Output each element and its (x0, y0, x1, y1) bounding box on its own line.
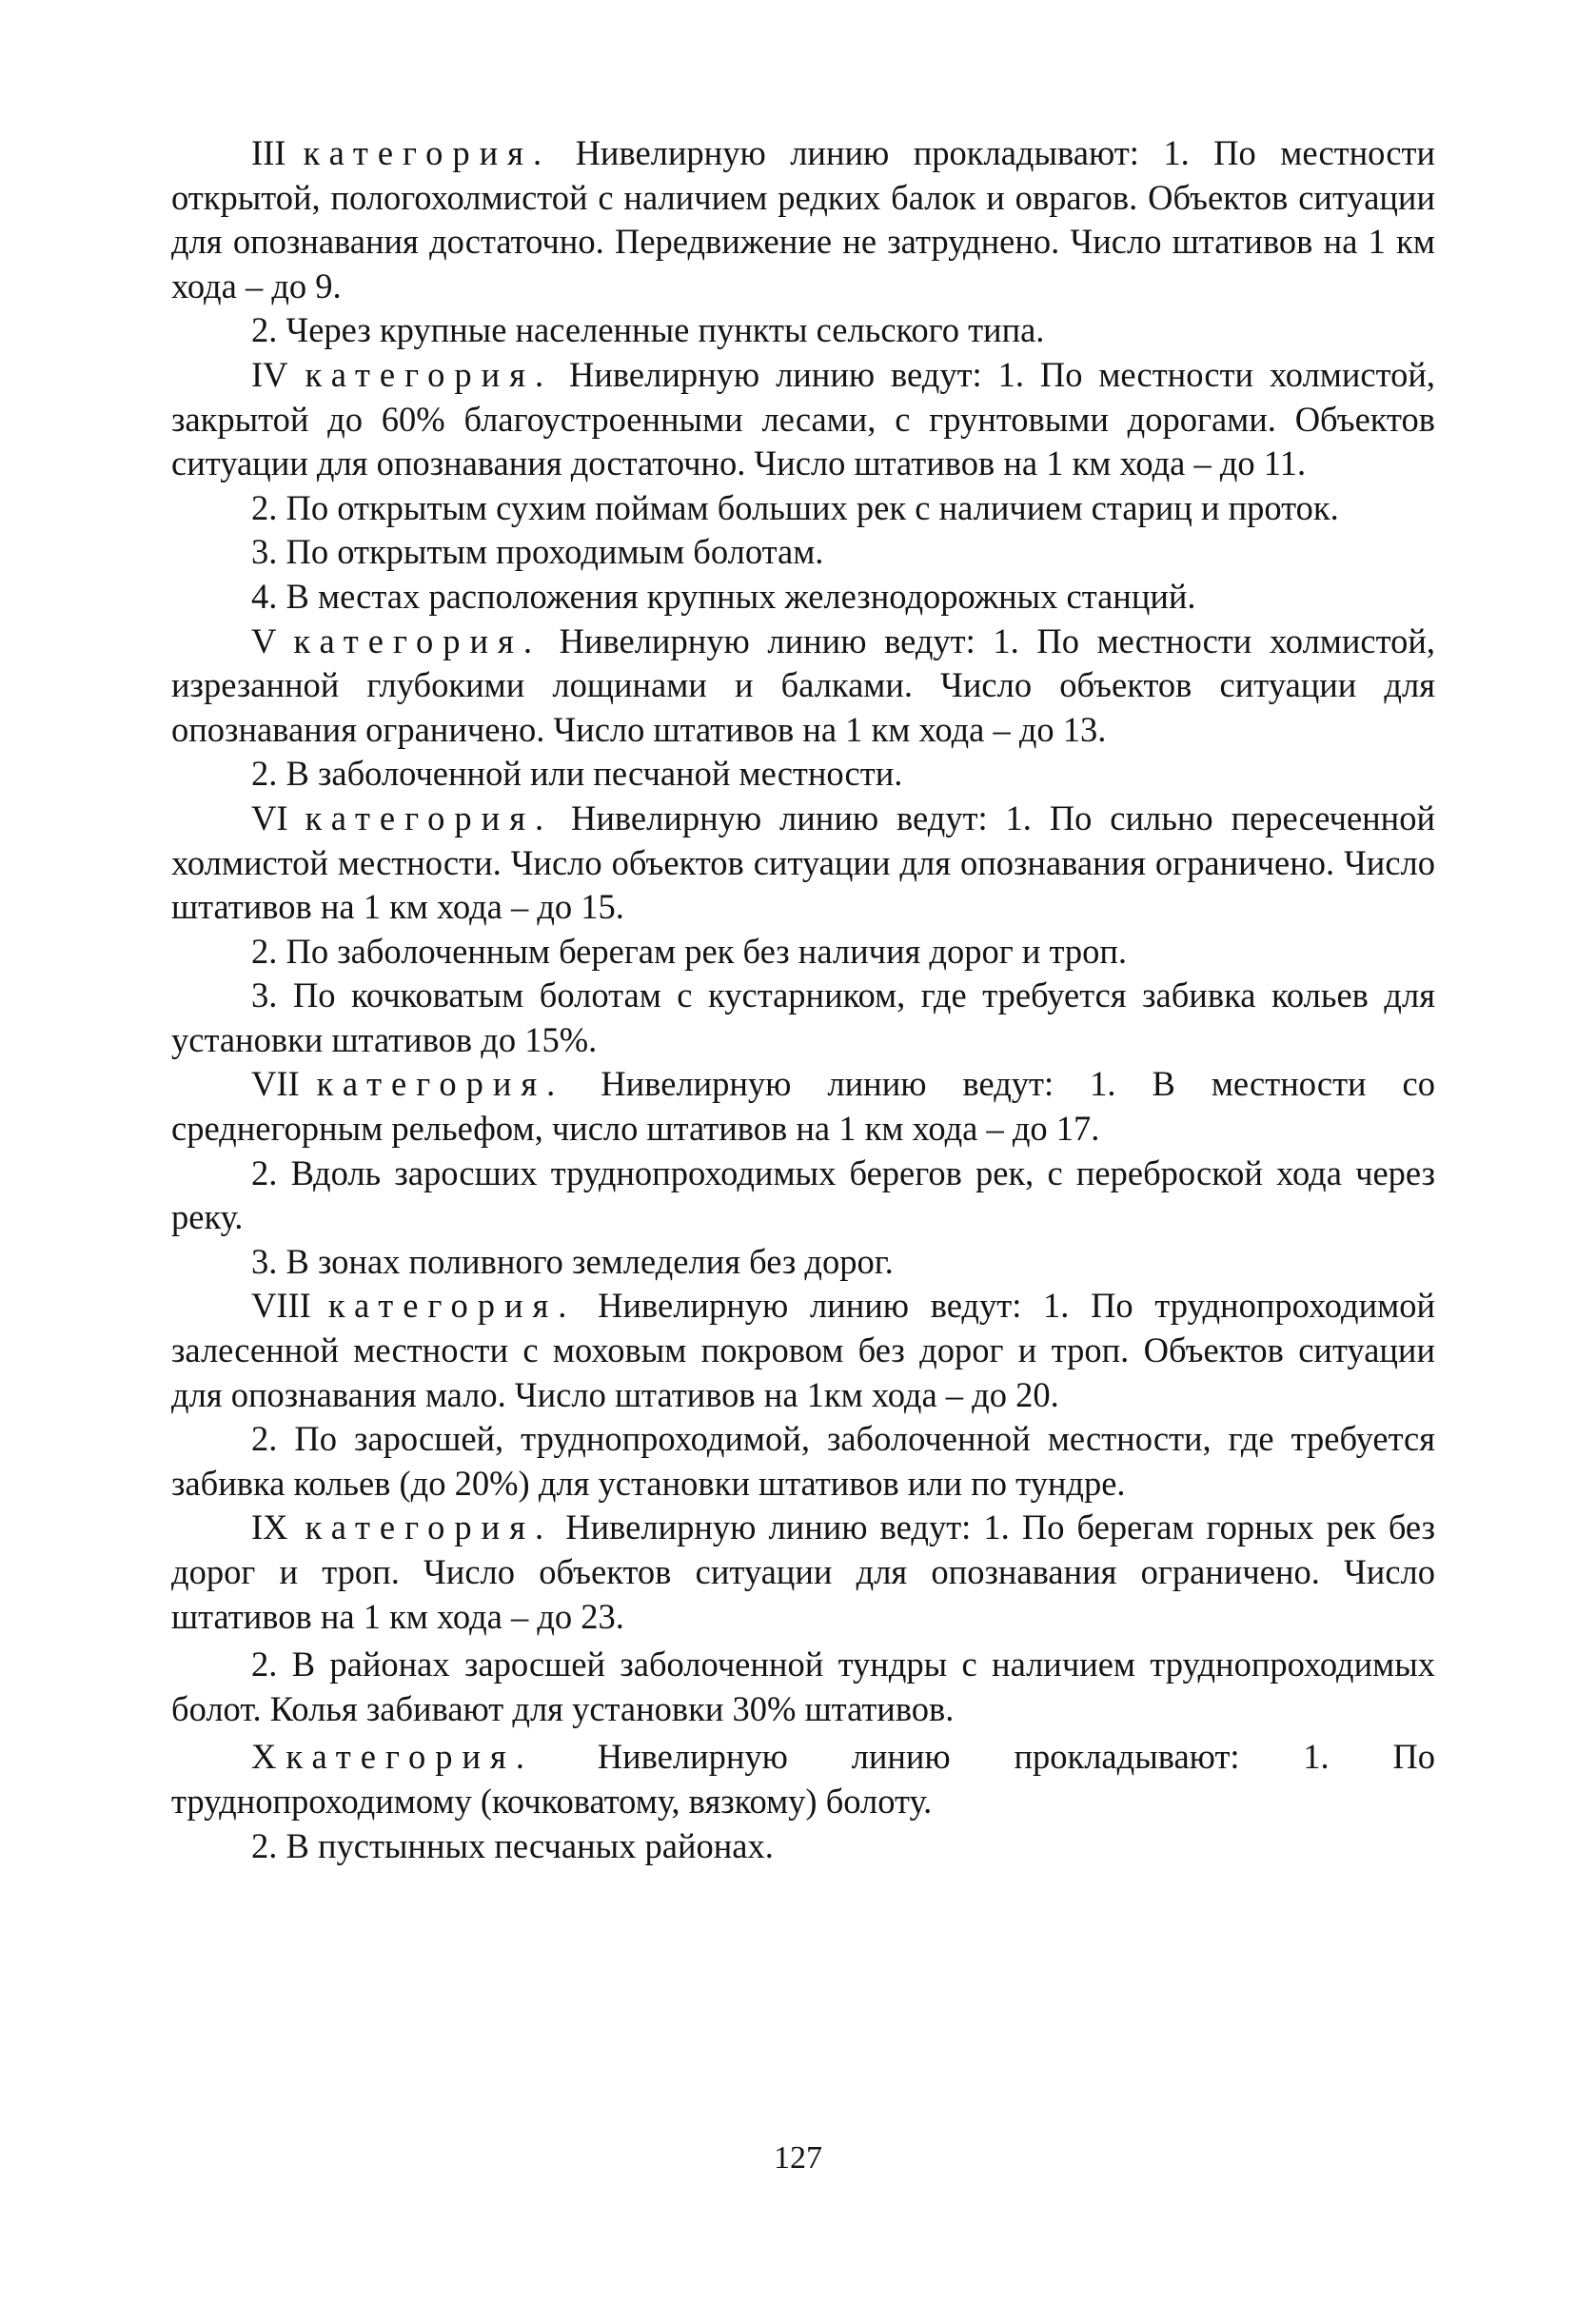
category-word: категория. (293, 621, 542, 660)
category-roman: III (251, 133, 286, 172)
paragraph-item: 2. В районах заросшей заболоченной тундры с наличием труднопроходимых болот. Колья забивают для установки 30% штативов. (171, 1645, 1435, 1728)
paragraph-text: Нивелирную линию ведут: 1. По сильно пересеченной холмистой местности. Число объектов ситуации для опознавания ограничено. Число штативов на 1 км хода – до 15. (171, 798, 1436, 927)
paragraph-item: 2. Вдоль заросших труднопроходимых берегов рек, с переброской хода через реку. (171, 1152, 1435, 1237)
paragraph-category-III (171, 131, 1435, 308)
category-word: категория. (327, 1286, 577, 1326)
category-word: категория. (305, 354, 554, 394)
paragraph-item: 2. По заросшей, труднопроходимой, заболоченной местности, где требуется забивка кольев (до 20%) для установки штативов или по тундре. (171, 1419, 1435, 1503)
paragraph-text: Нивелирную линию прокладывают: 1. По труднопроходимому (кочковатому, вязкому) болоту. (171, 1737, 1436, 1821)
paragraph-category-VI (171, 797, 1435, 930)
paragraph-text: Нивелирную линию ведут: 1. По местности холмистой, изрезанной глубокими лощинами и балками. Число объектов ситуации для опознавания ограничено. Число штативов на 1 км хода – до 13. (171, 621, 1435, 749)
paragraph-item: 3. По открытым проходимым болотам. (251, 532, 824, 572)
category-word: категория. (316, 1064, 565, 1104)
paragraph-item: 3. В зонах поливного земледелия без дорог. (251, 1241, 894, 1281)
paragraph-text: Нивелирную линию ведут: 1. По труднопроходимой залесенной местности с моховым покровом без дорог и троп. Объектов ситуации для опознавания мало. Число штативов на 1км хода – до 20. (171, 1286, 1435, 1414)
paragraph-category-VIII (171, 1284, 1435, 1417)
category-roman: IX (251, 1507, 288, 1547)
category-word: категория. (286, 1737, 534, 1777)
category-roman: V (251, 621, 277, 660)
category-word: категория. (305, 1507, 554, 1547)
paragraph-category-IV (171, 353, 1435, 486)
category-roman: IV (251, 354, 288, 394)
paragraph-text: Нивелирную линию прокладывают: 1. По местности открытой, пологохолмистой с наличием редких балок и оврагов. Объектов ситуации для опознавания достаточно. Передвижение не затруднено. Число штативов на 1 км хода – до 9. (171, 133, 1436, 305)
paragraph-item: 2. Через крупные населенные пункты сельского типа. (251, 310, 1045, 350)
paragraph-text: Нивелирную линию ведут: 1. В местности со среднегорным рельефом, число штативов на 1 км хода – до 17. (171, 1064, 1436, 1149)
paragraph-category-V (171, 620, 1435, 753)
paragraph-text: Нивелирную линию ведут: 1. По берегам горных рек без дорог и троп. Число объектов ситуации для опознавания ограничено. Число штативов на 1 км хода – до 23. (171, 1507, 1435, 1636)
paragraph-category-VII (171, 1062, 1435, 1151)
category-roman: VIII (251, 1286, 311, 1326)
paragraph-text: Нивелирную линию ведут: 1. По местности холмистой, закрытой до 60% благоустроенными лесами, с грунтовыми дорогами. Объектов ситуации для опознавания достаточно. Число штативов на 1 км хода – до 11. (171, 354, 1436, 483)
category-roman: VI (251, 798, 288, 837)
category-word: категория. (305, 798, 554, 837)
paragraph-item: 4. В местах расположения крупных железнодорожных станций. (251, 576, 1196, 616)
body-text (171, 131, 1435, 1868)
page-number: 127 (774, 2140, 822, 2176)
paragraph-item: 2. В заболоченной или песчаной местности. (251, 754, 903, 794)
paragraph-item: 2. По заболоченным берегам рек без наличия дорог и троп. (251, 931, 1128, 971)
paragraph-item: 2. По открытым сухим поймам больших рек с наличием стариц и проток. (251, 487, 1339, 527)
category-word: категория. (303, 133, 552, 172)
category-roman: X (251, 1737, 277, 1777)
paragraph-category-X (171, 1735, 1435, 1823)
paragraph-item: 2. В пустынных песчаных районах. (251, 1825, 774, 1865)
paragraph-item: 3. По кочковатым болотам с кустарником, где требуется забивка кольев для установки штативов до 15%. (171, 975, 1435, 1059)
category-roman: VII (251, 1064, 300, 1104)
paragraph-category-IX (171, 1506, 1435, 1639)
